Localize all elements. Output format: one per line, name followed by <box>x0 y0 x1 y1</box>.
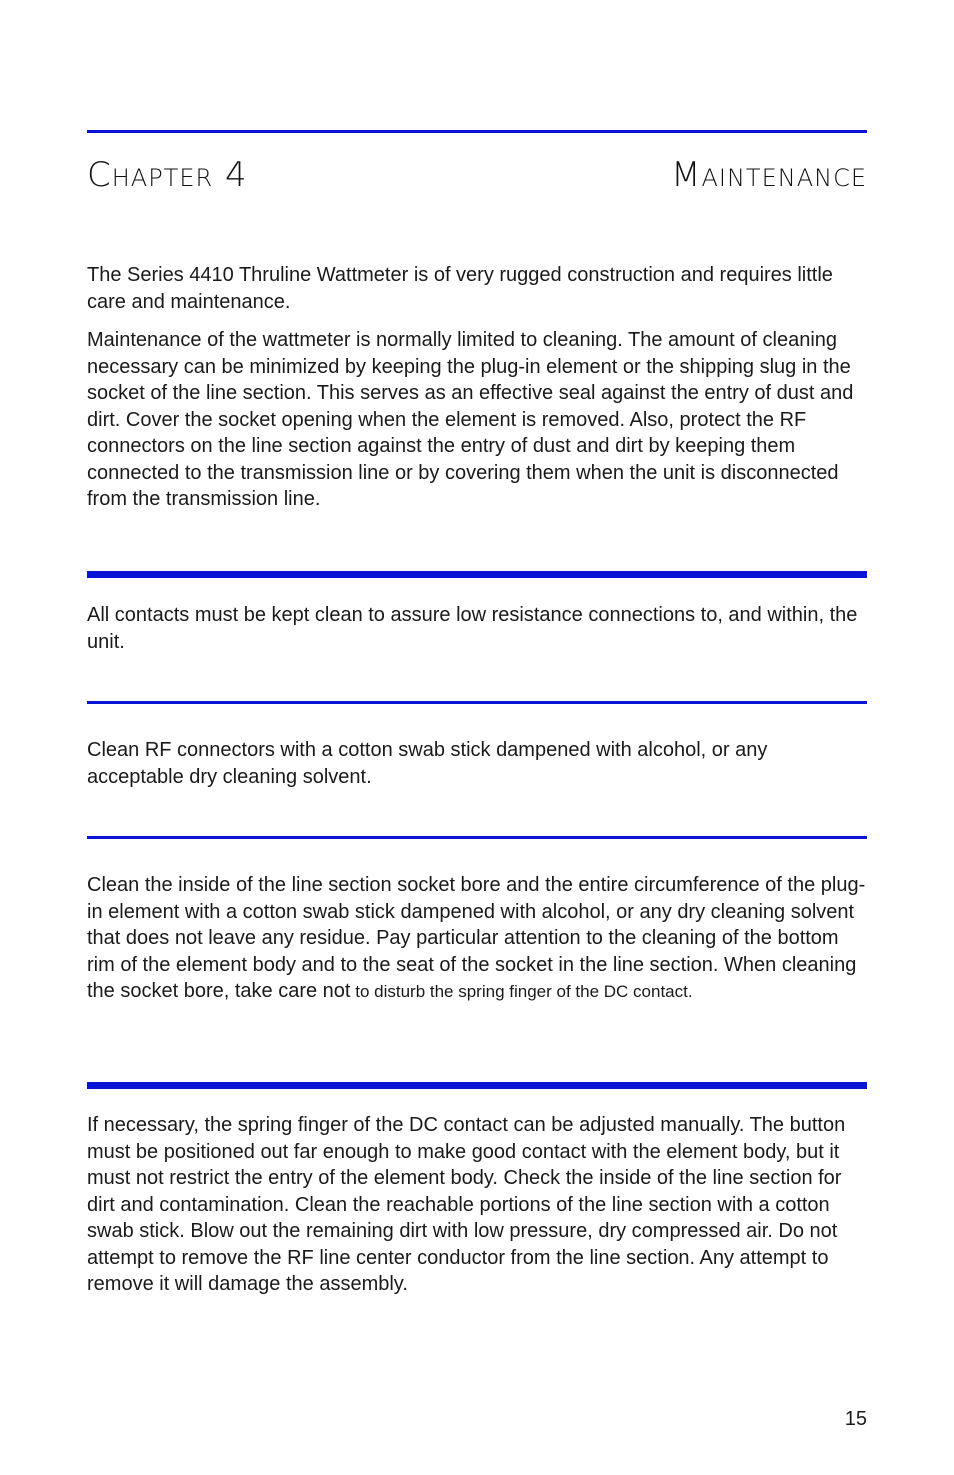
intro-paragraph-2: Maintenance of the wattmeter is normally limited to cleaning. The amount of cleaning necessary can be minimized by keeping the plug-in element or the shipping slug in the socket of the line section. This serves as an effective seal against the entry of dust and dirt. Cover the socket opening when the element is removed. Also, protect the RF connectors on the line section against the entry of dust and dirt by keeping them connected to the transmission line or by covering them when the unit is disconnected from the transmission line. <box>87 329 854 510</box>
chapter-header <box>87 150 867 196</box>
chapter-title: Maintenance <box>671 155 867 195</box>
chapter-top-rule <box>87 130 867 133</box>
chapter-label: Chapter 4 <box>87 155 248 195</box>
dc-contact-paragraph: If necessary, the spring finger of the DC contact can be adjusted manually. The button must be positioned out far enough to make good contact with the element body, but it must not restrict the entry of the element body. Check the inside of the line section for dirt and contamination. Clean the reachable portions of the line section with a cotton swab stick. Blow out the remaining dirt with low pressure, dry compressed air. Do not attempt to remove the RF line center conductor from the line section. Any attempt to remove it will damage the assembly. <box>87 1114 846 1295</box>
contacts-paragraph: All contacts must be kept clean to assure low resistance connections to, and within, the unit. <box>87 604 858 653</box>
socket-paragraph <box>87 872 867 1006</box>
section-rule-dc-contact <box>87 1082 867 1089</box>
section-rule-socket <box>87 836 867 839</box>
socket-paragraph-main: Clean the inside of the line section socket bore and the entire circumference of the plug-in element with a cotton swab stick dampened with alcohol, or any dry cleaning solvent that does not leave any residue. Pay particular attention to the cleaning of the bottom rim of the element body and to the seat of the socket in the line section. When cleaning the socket bore, take care not <box>87 874 866 1002</box>
page-number: 15 <box>844 1408 867 1430</box>
document-page <box>87 0 867 1475</box>
section-rule-cleaning <box>87 571 867 578</box>
section-rule-rf-connectors <box>87 701 867 704</box>
rf-connectors-paragraph: Clean RF connectors with a cotton swab stick dampened with alcohol, or any acceptable dry cleaning solvent. <box>87 739 768 788</box>
intro-paragraph-1: The Series 4410 Thruline Wattmeter is of very rugged construction and requires little care and maintenance. <box>87 264 833 313</box>
socket-paragraph-small: to disturb the spring finger of the DC contact. <box>350 982 693 1001</box>
